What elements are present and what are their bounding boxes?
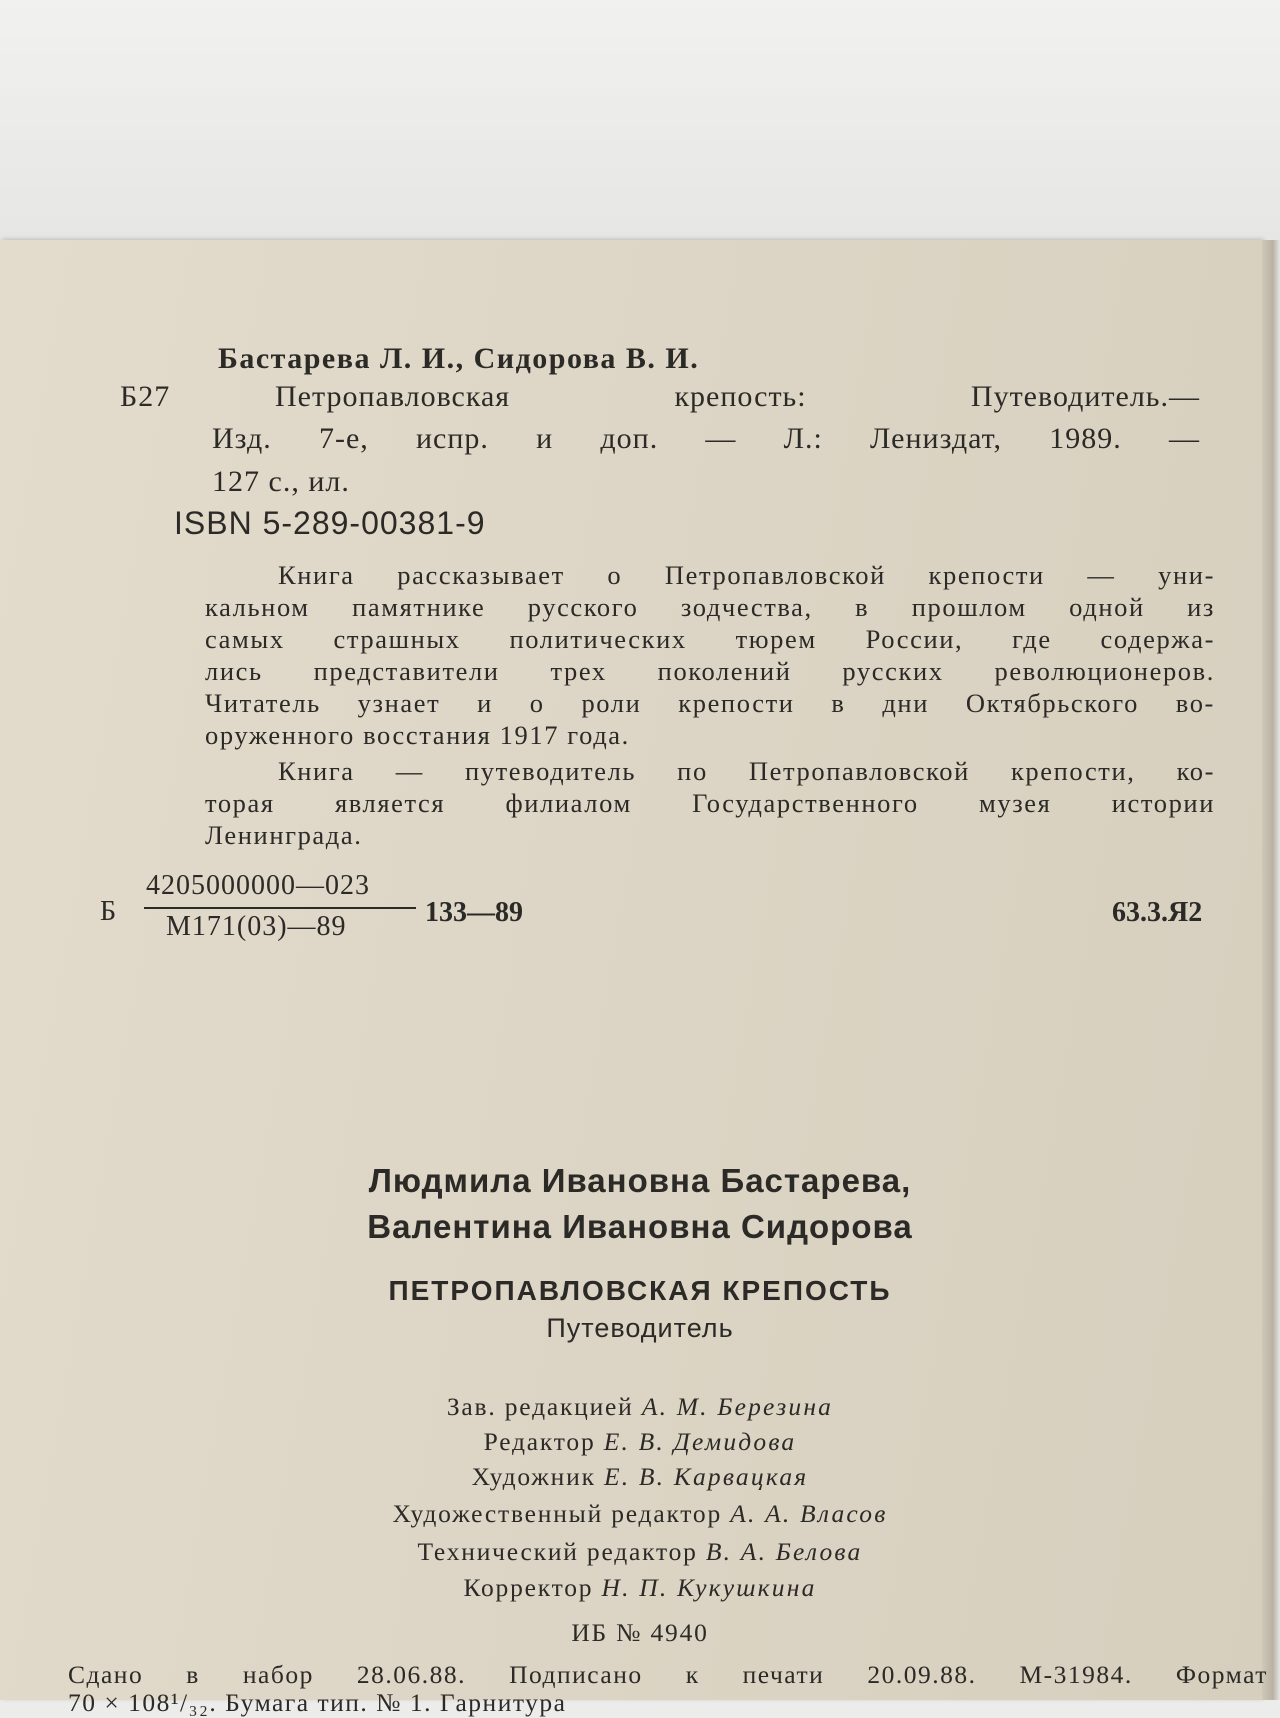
catalog-edition-word: доп. bbox=[600, 422, 659, 455]
imprint-word: 28.06.88. bbox=[356, 1660, 467, 1689]
credit-line bbox=[0, 1462, 1280, 1492]
credit-role: Художник bbox=[471, 1462, 596, 1491]
imprint-word: в bbox=[186, 1660, 200, 1689]
annotation-line: Ленинграда. bbox=[205, 820, 363, 850]
catalog-edition-line bbox=[212, 422, 1200, 456]
author-full-name: Людмила Ивановна Бастарева, bbox=[368, 1162, 912, 1199]
catalog-pages: 127 с., ил. bbox=[212, 465, 350, 498]
code-letter: Б bbox=[100, 896, 117, 927]
imprint-word: набор bbox=[242, 1660, 314, 1689]
catalog-title-word: Петропавловская bbox=[275, 380, 511, 413]
catalog-edition-word: испр. bbox=[415, 422, 489, 455]
annotation-line: Читатель узнает и о роли крепости в дни Октябрьского во- bbox=[205, 688, 1215, 718]
credit-line bbox=[0, 1392, 1280, 1422]
credit-name: В. А. Белова bbox=[705, 1537, 863, 1566]
catalog-title-word: Путеводитель.— bbox=[970, 380, 1200, 413]
book-title: ПЕТРОПАВЛОВСКАЯ КРЕПОСТЬ bbox=[388, 1275, 892, 1306]
imprint-line-partial: 70 × 108¹/₃₂. Бумага тип. № 1. Гарнитура bbox=[68, 1688, 567, 1717]
imprint-word: Формат bbox=[1175, 1660, 1268, 1689]
catalog-code: Б27 bbox=[120, 380, 171, 413]
credit-name: А. М. Березина bbox=[641, 1392, 834, 1421]
code-denominator: М171(03)—89 bbox=[166, 911, 347, 942]
isbn: ISBN 5-289-00381-9 bbox=[174, 505, 486, 541]
code-tail: 133—89 bbox=[425, 897, 523, 928]
catalog-edition-word: Изд. bbox=[212, 422, 272, 455]
annotation-line: торая является филиалом Государственного музея истории bbox=[205, 788, 1215, 818]
catalog-edition-word: 1989. bbox=[1049, 422, 1122, 455]
background-surface bbox=[0, 0, 1280, 245]
catalog-edition-word: — bbox=[705, 422, 737, 455]
imprint-word: к bbox=[685, 1660, 700, 1689]
annotation-line: самых страшных политических тюрем России, где содержа- bbox=[205, 624, 1215, 654]
catalog-title-word: крепость: bbox=[674, 380, 807, 413]
catalog-authors: Бастарева Л. И., Сидорова В. И. bbox=[218, 342, 700, 375]
author-full-name: Валентина Ивановна Сидорова bbox=[367, 1208, 913, 1245]
credit-name: Н. П. Кукушкина bbox=[601, 1573, 817, 1602]
imprint-word: Сдано bbox=[68, 1660, 144, 1689]
annotation-line: Книга — путеводитель по Петропавловской крепости, ко- bbox=[278, 756, 1215, 786]
credit-line bbox=[0, 1573, 1280, 1603]
credit-line bbox=[0, 1499, 1280, 1529]
imprint-line bbox=[68, 1660, 1268, 1690]
annotation-line: Книга рассказывает о Петропавловской крепости — уни- bbox=[278, 560, 1215, 590]
catalog-edition-word: 7-е, bbox=[318, 422, 369, 455]
catalog-edition-word: Л.: bbox=[783, 422, 823, 455]
book-subtitle: Путеводитель bbox=[546, 1313, 734, 1343]
imprint-word: 20.09.88. bbox=[867, 1660, 977, 1689]
credit-role: Корректор bbox=[463, 1573, 594, 1602]
catalog-title-line bbox=[275, 380, 1200, 414]
credit-role: Художественный редактор bbox=[392, 1499, 723, 1528]
imprint-word: Подписано bbox=[509, 1660, 643, 1689]
credit-line bbox=[0, 1537, 1280, 1567]
annotation-line: кальном памятнике русского зодчества, в прошлом одной из bbox=[205, 592, 1215, 622]
credit-role: Редактор bbox=[483, 1427, 596, 1456]
bbk-code: 63.3.Я2 bbox=[1112, 897, 1203, 928]
credit-line bbox=[0, 1427, 1280, 1457]
credit-name: А. А. Власов bbox=[730, 1499, 888, 1528]
credit-name: Е. В. Карвацкая bbox=[603, 1462, 809, 1491]
code-numerator: 4205000000—023 bbox=[146, 870, 370, 901]
annotation-line: оруженного восстания 1917 года. bbox=[205, 720, 630, 750]
fraction-bar bbox=[144, 907, 416, 909]
catalog-edition-word: — bbox=[1168, 422, 1200, 455]
annotation-line: лись представители трех поколений русских революционеров. bbox=[205, 656, 1215, 686]
credit-name: Е. В. Демидова bbox=[603, 1427, 797, 1456]
credit-role: Технический редактор bbox=[417, 1537, 698, 1566]
credit-role: Зав. редакцией bbox=[446, 1392, 634, 1421]
imprint-word: М-31984. bbox=[1019, 1660, 1133, 1689]
catalog-edition-word: Лениздат, bbox=[870, 422, 1003, 455]
imprint-word: печати bbox=[742, 1660, 825, 1689]
ib-number: ИБ № 4940 bbox=[571, 1618, 709, 1647]
catalog-edition-word: и bbox=[536, 422, 554, 455]
